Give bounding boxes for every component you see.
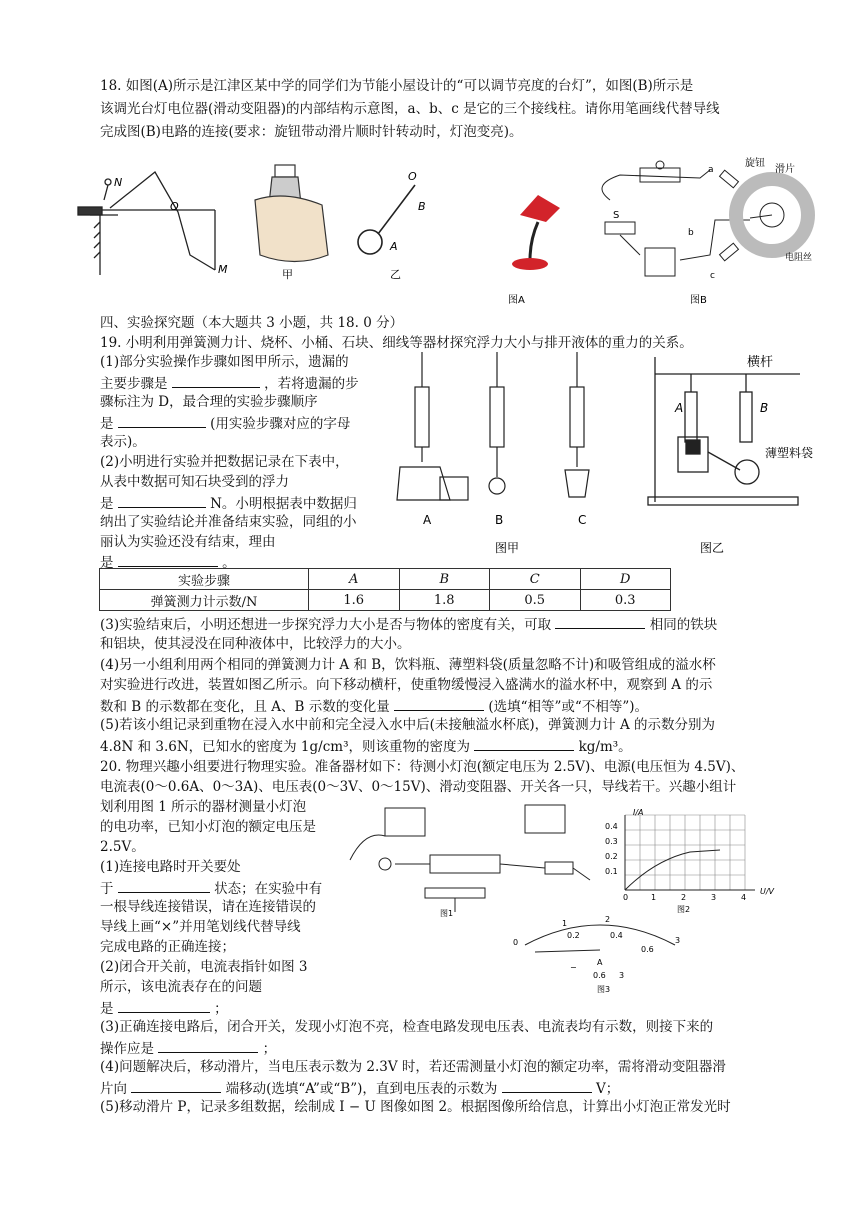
label-yi: 乙 — [390, 268, 401, 281]
jia-label-c: C — [578, 513, 587, 527]
answer-blank-reason[interactable] — [118, 551, 218, 567]
label-m: M — [218, 263, 228, 276]
fig1-caption: 图1 — [440, 909, 454, 918]
q18-line2: 该调光台灯电位器(滑动变阻器)的内部结构示意图，a、b、c 是它的三个接线柱。请你用笔画线代替导线 — [100, 101, 720, 117]
label-s: S — [613, 210, 620, 221]
dial-3: 3 — [619, 971, 625, 980]
table-cell: C — [490, 569, 581, 590]
lever-figure — [78, 172, 215, 275]
answer-blank-ammeter-problem[interactable] — [118, 997, 210, 1013]
dial-top: 2 — [605, 915, 611, 924]
q20-p4b: 片向 — [100, 1081, 127, 1097]
q19-p3a2: 相同的铁块 — [649, 617, 718, 633]
q19-p2c-line — [100, 492, 357, 514]
label-a: A — [390, 240, 398, 253]
answer-blank-next-operation[interactable] — [158, 1037, 258, 1053]
graph-ytick: 0.2 — [605, 852, 618, 861]
q19-p5a: (5)若该小组记录到重物在浸入水中前和完全浸入水中后(未接触溢水杯底)，弹簧测力计 A 的示数分别为 — [100, 717, 715, 733]
q19-intro: 19. 小明利用弹簧测力计、烧杯、小桶、石块、细线等器材探究浮力大小与排开液体的重力的关系。 — [100, 335, 693, 351]
label-figA: 图A — [508, 295, 525, 306]
yi-label-beam: 横杆 — [747, 355, 774, 370]
q20-p3b: 操作应是 — [100, 1041, 154, 1057]
graph-ytick: 0.1 — [605, 867, 618, 876]
answer-blank-same-property[interactable] — [555, 613, 645, 629]
q19-p4a: (4)另一小组利用两个相同的弹簧测力计 A 和 B，饮料瓶、薄塑料袋(质量忽略不计)和吸管组成的溢水杯 — [100, 657, 716, 673]
table-cell: 1.8 — [399, 590, 490, 611]
q20-l1: 20. 物理兴趣小组要进行物理实验。准备器材如下：待测小灯泡(额定电压为 2.5V)、电源(电压恒为 4.5V)、 — [100, 759, 745, 775]
q20-p1e: 完成电路的正确连接； — [100, 939, 235, 955]
label-ta: a — [708, 165, 714, 175]
q20-p3a: (3)正确连接电路后，闭合开关，发现小灯泡不亮，检查电路发现电压表、电流表均有示数，则接下来的 — [100, 1019, 714, 1035]
iu-graph-figure-2 — [625, 815, 755, 890]
label-o2: O — [408, 170, 417, 183]
q19-p1b-line — [100, 372, 359, 394]
answer-blank-density[interactable] — [474, 735, 574, 751]
apparatus-yi — [648, 357, 800, 505]
q19-p1c: 骤标注为 D，最合理的实验步骤顺序 — [100, 394, 318, 410]
q20-p1b-line — [100, 877, 322, 899]
q19-p5b2: kg/m³。 — [578, 739, 632, 755]
q20-p1b: 于 — [100, 881, 114, 897]
dial-bottom: 0.2 — [567, 931, 580, 940]
q19-figures — [395, 352, 845, 562]
q20-l5: 2.5V。 — [100, 839, 145, 855]
table-cell: D — [580, 569, 671, 590]
answer-blank-change[interactable] — [394, 695, 484, 711]
jia-label-b: B — [495, 513, 504, 527]
q20-p3b2: ； — [262, 1041, 277, 1057]
q20-p1a: (1)连接电路时开关要处 — [100, 859, 241, 875]
q19-p1a: (1)部分实验操作步骤如图甲所示，遗漏的 — [100, 354, 349, 370]
q19-p3a-line — [100, 613, 717, 635]
q19-p3a: (3)实验结束后，小明还想进一步探究浮力大小是否与物体的密度有关，可取 — [100, 617, 552, 633]
graph-xlabel: U/V — [760, 887, 775, 896]
dial-top: 1 — [562, 919, 568, 928]
q19-p3b: 和铝块，使其浸没在同种液体中，比较浮力的大小。 — [100, 636, 411, 652]
q20-p5a: (5)移动滑片 P，记录多组数据，绘制成 I − U 图像如图 2。根据图像所给信息，计算出小灯泡正常发光时 — [100, 1099, 731, 1115]
table-cell: 0.5 — [490, 590, 581, 611]
q19-p1e: 表示)。 — [100, 434, 146, 450]
opener-figure — [358, 185, 415, 254]
q19-p4b: 对实验进行改进，装置如图乙所示。向下移动横杆，使重物缓慢浸入盛满水的溢水杯中，观察到 A 的示 — [100, 677, 713, 693]
table-row — [100, 590, 671, 611]
answer-blank-slider-direction[interactable] — [131, 1077, 221, 1093]
potentiometer-circuit — [602, 161, 808, 276]
yi-label-b: B — [760, 401, 769, 415]
q18-line1: 18. 如图(A)所示是江津区某中学的同学们为节能小屋设计的“可以调节亮度的台灯”，如图(B)所示是 — [100, 78, 694, 94]
q19-p5b-line — [100, 735, 632, 757]
q20-p4a: (4)问题解决后，移动滑片，当电压表示数为 2.3V 时，若还需测量小灯泡的额定功率，需将滑动变阻器滑 — [100, 1059, 726, 1075]
q18-line3: 完成图(B)电路的连接(要求：旋钮带动滑片顺时针转动时，灯泡变亮)。 — [100, 124, 523, 140]
dial-06: 0.6 — [593, 971, 606, 980]
hand-bottle-figure — [255, 165, 328, 262]
q20-l2: 电流表(0～0.6A、0～3A)、电压表(0～3V、0～15V)、滑动变阻器、开关各一只，导线若干。兴趣小组计 — [100, 779, 737, 795]
dial-a: A — [597, 958, 603, 967]
table-cell: 实验步骤 — [100, 569, 309, 590]
label-jia: 甲 — [282, 268, 293, 281]
table-cell: 1.6 — [309, 590, 400, 611]
label-o: O — [170, 200, 179, 213]
q19-p4c: 数和 B 的示数都在变化，且 A、B 示数的变化量 — [100, 699, 390, 715]
table-row — [100, 569, 671, 590]
graph-xtick: 3 — [711, 893, 717, 902]
q19-p5b: 4.8N 和 3.6N，已知水的密度为 1g/cm³，则该重物的密度为 — [100, 739, 470, 755]
q20-p1d: 导线上画“×”并用笔划线代替导线 — [100, 919, 301, 935]
section-heading: 四、实验探究题（本大题共 3 小题，共 18. 0 分） — [100, 315, 404, 331]
answer-blank-missing-step[interactable] — [172, 372, 260, 388]
q19-p1b2: ，若将遗漏的步 — [264, 376, 359, 392]
q19-p2d: 纳出了实验结论并准备结束实验，同组的小 — [100, 514, 357, 530]
label-wire: 电阻丝 — [785, 253, 813, 263]
label-knob: 旋钮 — [745, 158, 765, 169]
yi-label-bag: 薄塑料袋 — [765, 446, 814, 460]
fig-jia-caption: 图甲 — [495, 541, 520, 555]
label-tb: b — [688, 228, 694, 238]
label-figB: 图B — [690, 295, 707, 306]
circuit-figure-1 — [350, 805, 590, 912]
graph-ylabel: I/A — [633, 808, 644, 817]
dial-minus: − — [570, 963, 577, 972]
q19-p1b: 主要步骤是 — [100, 376, 168, 392]
q20-p4b3: V； — [596, 1081, 620, 1097]
q20-p1b2: 状态；在实验中有 — [214, 881, 323, 897]
dial-bottom: 0.6 — [641, 945, 654, 954]
q20-figures — [335, 800, 815, 1000]
label-slider: 滑片 — [775, 164, 795, 175]
label-tc: c — [710, 271, 715, 281]
q20-p2c: 是 — [100, 1001, 114, 1017]
label-n: N — [114, 176, 123, 189]
q20-l3: 划利用图 1 所示的器材测量小灯泡 — [100, 799, 307, 815]
q19-p2a: (2)小明进行实验并把数据记录在下表中， — [100, 454, 349, 470]
q19-p2c: 是 — [100, 496, 114, 512]
q19-p1d-line — [100, 412, 350, 434]
q20-p2a: (2)闭合开关前，电流表指针如图 3 — [100, 959, 308, 975]
table-cell: B — [399, 569, 490, 590]
graph-xtick: 4 — [741, 893, 747, 902]
fig-yi-caption: 图乙 — [700, 541, 725, 555]
dial-bottom: 0.4 — [610, 931, 623, 940]
table-cell: 0.3 — [580, 590, 671, 611]
q19-p1d2: (用实验步骤对应的字母 — [210, 416, 351, 432]
answer-blank-order[interactable] — [118, 412, 206, 428]
q20-p2b: 所示，该电流表存在的问题 — [100, 979, 262, 995]
yi-label-a: A — [675, 401, 684, 415]
q19-p4c2: (选填“相等”或“不相等”)。 — [488, 699, 648, 715]
q19-p2b: 从表中数据可知石块受到的浮力 — [100, 474, 289, 490]
q20-p2c-line — [100, 997, 228, 1019]
spring-scales-jia — [397, 352, 589, 500]
table-cell: 弹簧测力计示数/N — [100, 590, 309, 611]
q19-p4c-line — [100, 695, 648, 717]
answer-blank-voltage[interactable] — [502, 1077, 592, 1093]
graph-xtick: 2 — [681, 893, 687, 902]
jia-label-a: A — [423, 513, 432, 527]
graph-ytick: 0.4 — [605, 822, 618, 831]
graph-xtick: 0 — [623, 893, 629, 902]
q20-p4b2: 端移动(选填“A”或“B”)，直到电压表的示数为 — [225, 1081, 498, 1097]
q19-data-table — [99, 568, 671, 611]
table-cell: A — [309, 569, 400, 590]
desk-lamp-figure — [512, 195, 560, 270]
fig2-caption: 图2 — [677, 905, 691, 914]
dial-bottom: 0 — [513, 938, 519, 947]
q20-p2c2: ； — [214, 1001, 228, 1017]
label-b: B — [418, 200, 426, 213]
q20-p4b-line — [100, 1077, 619, 1099]
dial-top: 3 — [675, 936, 681, 945]
q19-p2f: 是 — [100, 555, 114, 571]
fig3-caption: 图3 — [597, 985, 611, 994]
q18-figures — [60, 158, 813, 310]
graph-xtick: 1 — [651, 893, 657, 902]
q20-p3b-line — [100, 1037, 276, 1059]
q19-p2c2: N。小明根据表中数据归 — [210, 496, 357, 512]
q19-p2e: 丽认为实验还没有结束，理由 — [100, 534, 276, 550]
answer-blank-buoyancy[interactable] — [118, 492, 206, 508]
q19-p1d: 是 — [100, 416, 114, 432]
graph-ytick: 0.3 — [605, 837, 618, 846]
q20-p1c: 一根导线连接错误，请在连接错误的 — [100, 899, 316, 915]
answer-blank-switch-state[interactable] — [118, 877, 210, 893]
q20-l4: 的电功率，已知小灯泡的额定电压是 — [100, 819, 316, 835]
q19-p2f2: 。 — [222, 555, 236, 571]
